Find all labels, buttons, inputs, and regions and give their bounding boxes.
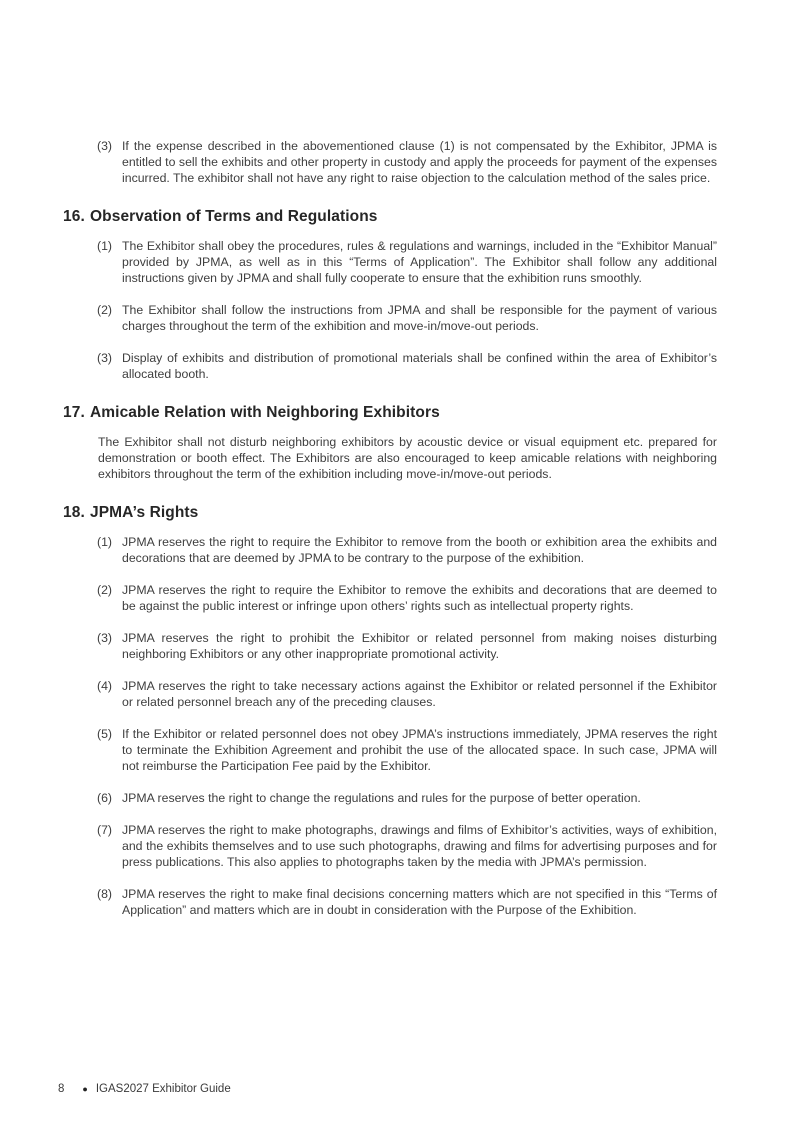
clause-item	[97, 790, 717, 806]
clause-item	[97, 822, 717, 870]
clause-text: JPMA reserves the right to take necessary actions against the Exhibitor or related personnel if the Exhibitor or related personnel breach any of the preceding clauses.	[122, 679, 717, 709]
clause-item	[97, 630, 717, 662]
clause-text: Display of exhibits and distribution of promotional materials shall be confined within the area of Exhibitor’s allocated booth.	[122, 351, 717, 381]
clause-text: JPMA reserves the right to change the regulations and rules for the purpose of better operation.	[122, 791, 641, 805]
section-title: JPMA’s Rights	[90, 504, 199, 521]
clause-text: JPMA reserves the right to require the Exhibitor to remove from the booth or exhibition area the exhibits and decorations that are deemed by JPMA to be contrary to the purpose of the exhibition.	[122, 535, 717, 565]
page-footer	[58, 1082, 231, 1096]
clause-number: (3)	[97, 351, 113, 365]
clause-item	[97, 534, 717, 566]
sections-container	[63, 207, 717, 918]
clause-text: JPMA reserves the right to make photographs, drawings and films of Exhibitor’s activities, ways of exhibition, and the exhibits themselves and to use such photographs, drawing and films for advertising purposes and for press publications. This also applies to photographs taken by the media with JPMA’s permission.	[122, 823, 717, 869]
clause-item	[97, 350, 717, 382]
clause-number: (2)	[97, 303, 113, 317]
section-heading	[63, 403, 717, 423]
section-clauses	[63, 534, 717, 918]
clause-text: JPMA reserves the right to make final decisions concerning matters which are not specified in this “Terms of Application” and matters which are in doubt in consideration with the Purpose of the Exhibition.	[122, 887, 717, 917]
clause-number: (1)	[97, 239, 113, 253]
section-number: 16.	[63, 208, 85, 225]
clause-text: JPMA reserves the right to prohibit the Exhibitor or related personnel from making noises disturbing neighboring Exhibitors or any other inappropriate promotional activity.	[122, 631, 717, 661]
clause-text: If the expense described in the abovementioned clause (1) is not compensated by the Exhibitor, JPMA is entitled to sell the exhibits and other property in custody and apply the proceeds for payment of the expenses incurred. The exhibitor shall not have any right to raise objection to the calculation method of the sales price.	[122, 139, 717, 185]
clause-text: The Exhibitor shall obey the procedures, rules & regulations and warnings, included in the “Exhibitor Manual” provided by JPMA, as well as in this “Terms of Application”. The Exhibitor shall follow any additional instructions given by JPMA and shall fully cooperate to ensure that the exhibition runs smoothly.	[122, 239, 717, 285]
clause-item	[97, 302, 717, 334]
clause-number: (3)	[97, 631, 113, 645]
clause-number: (3)	[97, 139, 113, 153]
section-paragraph: The Exhibitor shall not disturb neighboring exhibitors by acoustic device or visual equipment etc. prepared for demonstration or booth effect. The Exhibitors are also encouraged to keep amicable relations with neighboring exhibitors throughout the term of the exhibition including move-in/move-out periods.	[98, 435, 717, 481]
clause-number: (4)	[97, 679, 113, 693]
section-clauses	[63, 238, 717, 382]
clause-number: (7)	[97, 823, 113, 837]
clause-item	[97, 582, 717, 614]
orphan-clause	[97, 138, 717, 186]
document-section	[63, 207, 717, 382]
clause-number: (2)	[97, 583, 113, 597]
clause-number: (5)	[97, 727, 113, 741]
section-heading	[63, 503, 717, 523]
clause-item	[97, 726, 717, 774]
page-number: 8	[58, 1083, 65, 1095]
clause-item	[97, 238, 717, 286]
section-number: 17.	[63, 404, 85, 421]
section-title: Observation of Terms and Regulations	[90, 208, 378, 225]
document-section	[63, 503, 717, 918]
footer-bullet-icon: ●	[82, 1084, 88, 1094]
clause-number: (1)	[97, 535, 113, 549]
clause-text: JPMA reserves the right to require the Exhibitor to remove the exhibits and decorations that are deemed to be against the public interest or infringe upon others’ rights such as intellectual property rights.	[122, 583, 717, 613]
clause-number: (6)	[97, 791, 113, 805]
clause-text: The Exhibitor shall follow the instructions from JPMA and shall be responsible for the payment of various charges throughout the term of the exhibition and move-in/move-out periods.	[122, 303, 717, 333]
section-heading	[63, 207, 717, 227]
clause-text: If the Exhibitor or related personnel does not obey JPMA’s instructions immediately, JPMA reserves the right to terminate the Exhibition Agreement and prohibit the use of the allocated space. In such case, JPMA will not reimburse the Participation Fee paid by the Exhibitor.	[122, 727, 717, 773]
section-title: Amicable Relation with Neighboring Exhibitors	[90, 404, 440, 421]
clause-item	[97, 886, 717, 918]
footer-doc-title: IGAS2027 Exhibitor Guide	[95, 1083, 231, 1095]
clause-item	[97, 678, 717, 710]
document-section	[63, 403, 717, 482]
section-number: 18.	[63, 504, 85, 521]
clause-number: (8)	[97, 887, 113, 901]
